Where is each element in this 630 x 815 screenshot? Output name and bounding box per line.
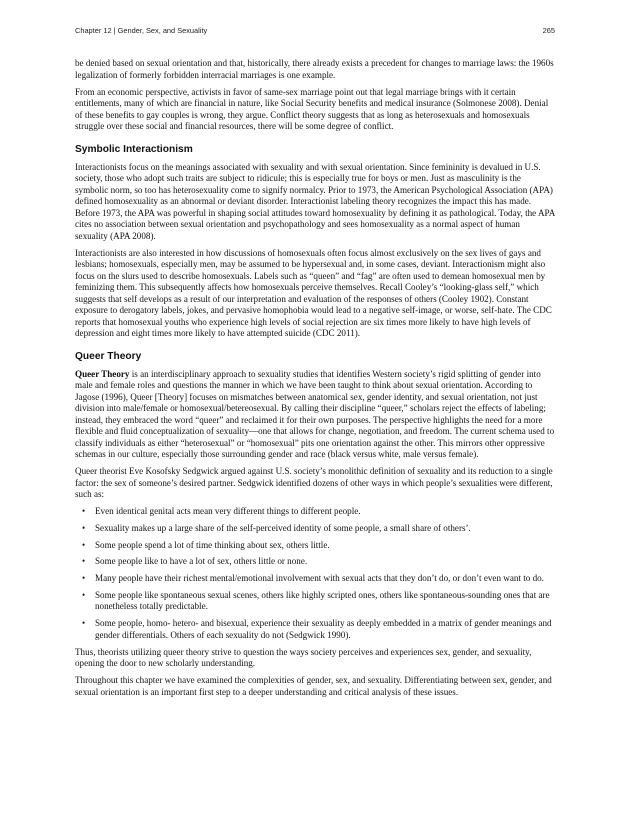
page-number: 265: [542, 26, 555, 35]
paragraph: be denied based on sexual orientation and that, historically, there already exists a precedent for changes to marriage laws: the 1960s legalization of formerly forbidden interracial marriages is one example.: [75, 58, 554, 80]
list-item: • Some people like to have a lot of sex, others little or none.: [95, 556, 555, 568]
body-text: [75, 58, 555, 704]
running-header: [75, 26, 555, 38]
list-item: • Many people have their richest mental/emotional involvement with sexual acts that they don’t do, or don’t even want to do.: [95, 573, 555, 585]
chapter-title: Gender, Sex, and Sexuality: [117, 26, 208, 35]
chapter-prefix: Chapter 12: [75, 26, 112, 35]
header-separator: |: [113, 26, 116, 35]
paragraph: Interactionists focus on the meanings associated with sexuality and with sexual orientation. Since femininity is devalued in U.S. society, those who adopt such traits are subject to ridicule; this is especially true for boys or men. Just as masculinity is the symbolic norm, so too has heterosexuality come to signify normalcy. Prior to 1973, the American Psychological Association (APA) defined homosexuality as an abnormal or deviant disorder. Interactionist labeling theory recognizes the impact this has made. Before 1973, the APA was powerful in shaping social attitudes toward homosexuality by defining it as pathological. Today, the APA cites no association between sexual orientation and psychopathology and sees homosexuality as a normal aspect of human sexuality (APA 2008).: [75, 161, 555, 241]
paragraph: [75, 369, 555, 461]
paragraph: From an economic perspective, activists in favor of same-sex marriage point out that legal marriage brings with it certain entitlements, many of which are financial in nature, like Social Security benefits and medical insurance (Solmonese 2008). Denial of these benefits to gay couples is wrong, they argue. Conflict theory suggests that as long as heterosexuals and homosexuals struggle over these social and financial resources, there will be some degree of conflict.: [75, 86, 549, 131]
list-item: • Some people, homo- hetero- and bisexual, experience their sexuality as deeply embedded in a matrix of gender meanings and gender differentials. Others of each sexuality do not (Sedgwick 1990).: [95, 618, 555, 641]
paragraph: Throughout this chapter we have examined the complexities of gender, sex, and sexuality. Differentiating between sex, gender, and sexual orientation is an important first step to a deeper understanding and critical analysis of these issues.: [75, 675, 552, 697]
section-heading-queer-theory: Queer Theory: [75, 350, 142, 362]
section-heading-symbolic-interactionism: Symbolic Interactionism: [75, 143, 193, 155]
list-item: • Some people spend a lot of time thinking about sex, others little.: [95, 540, 555, 552]
paragraph: Interactionists are also interested in how discussions of homosexuals often focus almost exclusively on the sex lives of gays and lesbians; homosexuals, especially men, may be assumed to be hypersexual and, in some cases, deviant. Interactionism might also focus on the slurs used to describe homosexuals. Labels such as “queen” and “fag” are often used to demean homosexual men by feminizing them. This subsequently affects how homosexuals perceive themselves. Recall Cooley’s “looking-glass self,” which suggests that self develops as a result of our interpretation and evaluation of the responses of others (Cooley 1902). Constant exposure to derogatory labels, jokes, and pervasive homophobia would lead to a negative self-image, or worse, self-hate. The CDC reports that homosexual youths who experience high levels of social rejection are six times more likely to have high levels of depression and eight times more likely to have attempted suicide (CDC 2011).: [75, 247, 552, 338]
list-item: • Some people like spontaneous sexual scenes, others like highly scripted ones, others like spontaneous-sounding ones that are nonetheless totally predictable.: [95, 590, 555, 613]
chapter-heading: [75, 26, 207, 35]
paragraph-text: is an interdisciplinary approach to sexuality studies that identifies Western society’s rigid splitting of gender into male and female roles and questions the manner in which we have been taught to think about sexual orientation. According to Jagose (1996), Queer [Theory] focuses on mismatches between anatomical sex, gender identity, and sexual orientation, not just division into male/female or homosexual/betereosexual. By calling their discipline “queer,” scholars reject the effects of labeling; instead, they embraced the word “queer” and reclaimed it for their own purposes. The perspective highlights the need for a more flexible and fluid conceptualization of sexuality—one that allows for change, negotiation, and freedom. The current schema used to classify individuals as either “heterosexual” or “homosexual” pits one orientation against the other. This mirrors other oppressive schemas in our culture, especially those surrounding gender and race (black versus white, male versus female).: [75, 368, 555, 459]
paragraph: Thus, theorists utilizing queer theory strive to question the ways society perceives and experiences sex, gender, and sexuality, opening the door to new scholarly understanding.: [75, 646, 532, 669]
list-item: • Even identical genital acts mean very different things to different people.: [95, 506, 555, 518]
bullet-list: [75, 506, 555, 641]
paragraph: Queer theorist Eve Kosofsky Sedgwick argued against U.S. society’s monolithic definition of sexuality and its reduction to a single factor: the sex of someone’s desired partner. Sedgwick identified dozens of other ways in which people’s sexualities were different, such as:: [75, 466, 553, 499]
list-item: • Sexuality makes up a large share of the self-perceived identity of some people, a small share of others’.: [95, 523, 555, 535]
key-term: Queer Theory: [75, 368, 130, 379]
